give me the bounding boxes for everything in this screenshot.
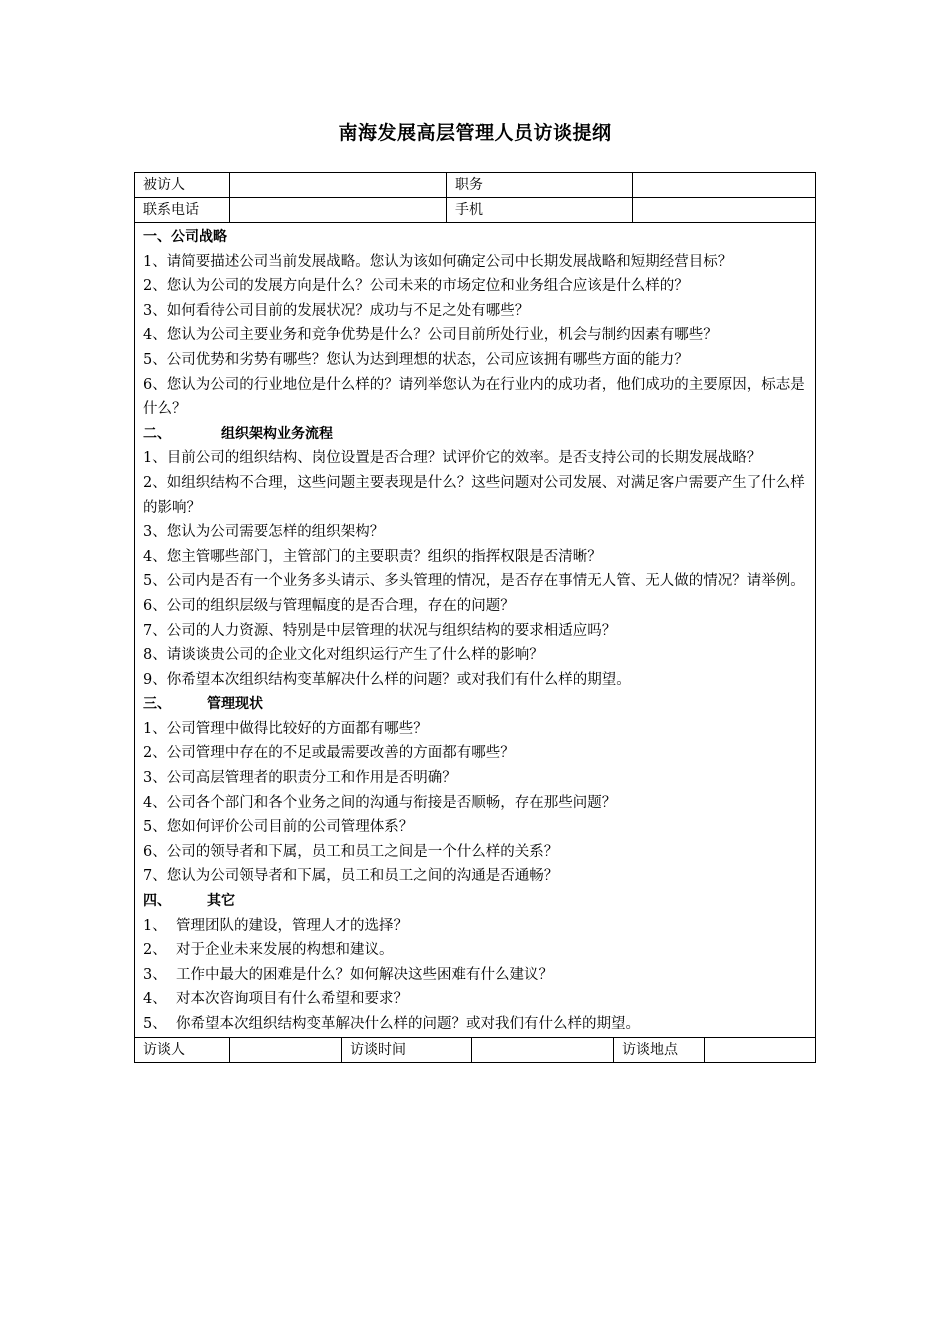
question-item: 6、公司的组织层级与管理幅度的是否合理，存在的问题？: [143, 597, 515, 614]
position-field[interactable]: [633, 173, 815, 197]
section-title: 公司战略: [171, 229, 227, 245]
section-title: 管理现状: [207, 696, 263, 713]
section-heading: [143, 889, 807, 914]
section-title: 组织架构业务流程: [221, 425, 333, 442]
question-item: 9、你希望本次组织结构变革解决什么样的问题？或对我们有什么样的期望。: [143, 671, 631, 688]
question-item: 4、公司各个部门和各个业务之间的沟通与衔接是否顺畅，存在那些问题？: [143, 794, 617, 811]
section-number: 三、: [143, 696, 171, 713]
mobile-field[interactable]: [633, 198, 815, 222]
question-item: 6、公司的领导者和下属，员工和员工之间是一个什么样的关系？: [143, 843, 559, 860]
section-number: 二、: [143, 425, 171, 442]
question-item: 5、您如何评价公司目前的公司管理体系？: [143, 819, 414, 836]
question-item: 2、如组织结构不合理，这些问题主要表现是什么？这些问题对公司发展、对满足客户需要产生了什么样的影响？: [143, 474, 805, 516]
question-item: 6、您认为公司的行业地位是什么样的？请列举您认为在行业内的成功者，他们成功的主要原因，标志是什么？: [143, 376, 805, 418]
question-item: 4、您认为公司主要业务和竞争优势是什么？公司目前所处行业，机会与制约因素有哪些？: [143, 327, 718, 344]
question-item: 3、如何看待公司目前的发展状况？成功与不足之处有哪些？: [143, 302, 530, 319]
question-item: 5、公司优势和劣势有哪些？您认为达到理想的状态，公司应该拥有哪些方面的能力？: [143, 351, 689, 368]
time-field[interactable]: [472, 1038, 614, 1062]
place-field[interactable]: [705, 1038, 815, 1062]
question-item: 3、您认为公司需要怎样的组织架构？: [143, 524, 385, 541]
question-item: 3、公司高层管理者的职责分工和作用是否明确？: [143, 770, 457, 787]
section-number: 四、: [143, 893, 171, 910]
question-item: 8、请谈谈贵公司的企业文化对组织运行产生了什么样的影响？: [143, 647, 544, 664]
section-number: 一、: [143, 229, 171, 245]
interview-form: [134, 172, 816, 1063]
interviewer-label: 访谈人: [135, 1038, 230, 1062]
question-item: 4、 对本次咨询项目有什么希望和要求？: [143, 991, 408, 1008]
place-label: 访谈地点: [614, 1038, 705, 1062]
question-item: 5、 你希望本次组织结构变革解决什么样的问题？或对我们有什么样的期望。: [143, 1016, 640, 1032]
question-item: 7、您认为公司领导者和下属，员工和员工之间的沟通是否通畅？: [143, 868, 559, 885]
footer-row: [135, 1037, 815, 1062]
question-item: 2、您认为公司的发展方向是什么？公司未来的市场定位和业务组合应该是什么样的？: [143, 278, 689, 295]
mobile-label: 手机: [447, 198, 633, 222]
section-title: 其它: [207, 893, 235, 910]
question-item: 2、 对于企业未来发展的构想和建议。: [143, 942, 394, 959]
question-item: 1、请简要描述公司当前发展战略。您认为该如何确定公司中长期发展战略和短期经营目标？: [143, 253, 733, 270]
phone-label: 联系电话: [135, 198, 230, 222]
question-item: 3、 工作中最大的困难是什么？如何解决这些困难有什么建议？: [143, 966, 553, 983]
page-title: 南海发展高层管理人员访谈提纲: [338, 122, 612, 144]
question-item: 2、公司管理中存在的不足或最需要改善的方面都有哪些？: [143, 745, 515, 762]
question-item: 7、公司的人力资源、特别是中层管理的状况与组织结构的要求相适应吗？: [143, 622, 617, 639]
header-row-1: [135, 173, 815, 198]
section-heading: [143, 692, 807, 717]
position-label: 职务: [447, 173, 633, 197]
question-item: 1、公司管理中做得比较好的方面都有哪些？: [143, 720, 428, 737]
question-item: 1、目前公司的组织结构、岗位设置是否合理？试评价它的效率。是否支持公司的长期发展战略？: [143, 450, 762, 467]
question-item: 1、 管理团队的建设，管理人才的选择？: [143, 917, 408, 934]
section-heading: [143, 225, 807, 250]
question-list: [135, 223, 815, 1037]
question-item: 4、您主管哪些部门，主管部门的主要职责？组织的指挥权限是否清晰？: [143, 548, 602, 565]
header-row-2: [135, 198, 815, 223]
section-heading: [143, 422, 807, 447]
interviewer-field[interactable]: [230, 1038, 342, 1062]
interviewee-field[interactable]: [230, 173, 447, 197]
time-label: 访谈时间: [342, 1038, 472, 1062]
question-item: 5、公司内是否有一个业务多头请示、多头管理的情况，是否存在事情无人管、无人做的情况？请举例。: [143, 573, 805, 590]
interviewee-label: 被访人: [135, 173, 230, 197]
phone-field[interactable]: [230, 198, 447, 222]
